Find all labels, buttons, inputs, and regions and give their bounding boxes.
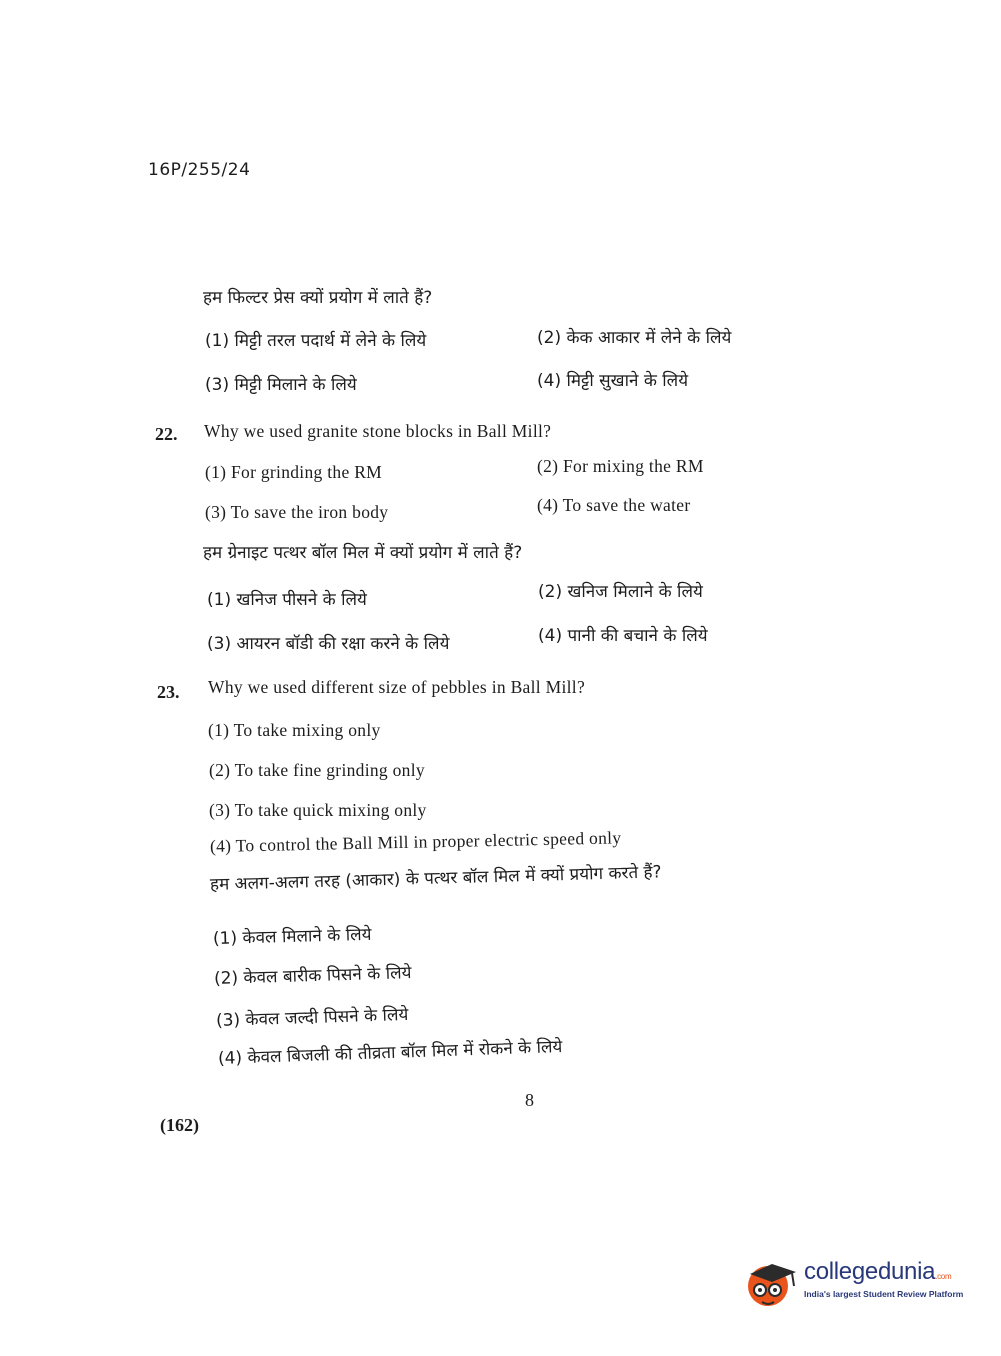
q22-hindi-option-2: (2) खनिज मिलाने के लिये <box>538 582 703 602</box>
page-number: 8 <box>525 1090 534 1110</box>
q22-hindi-option-3: (3) आयरन बॉडी की रक्षा करने के लिये <box>207 634 450 654</box>
document-code: 16P/255/24 <box>148 160 251 180</box>
q23-question: Why we used different size of pebbles in Ball Mill? <box>208 677 586 697</box>
q23-hindi-question: हम अलग-अलग तरह (आकार) के पत्थर बॉल मिल में क्यों प्रयोग करते हैं? <box>209 862 662 895</box>
q23-option-3: (3) To take quick mixing only <box>209 800 427 820</box>
q23-number: 23. <box>157 682 180 702</box>
q23-hindi-option-1: (1) केवल मिलाने के लिये <box>212 924 372 949</box>
q21-hindi-option-3: (3) मिट्टी मिलाने के लिये <box>205 375 357 395</box>
q22-question: Why we used granite stone blocks in Ball Mill? <box>204 421 552 441</box>
logo-wordmark: collegedunia <box>804 1258 936 1285</box>
q23-hindi-option-4: (4) केवल बिजली की तीव्रता बॉल मिल में रोकने के लिये <box>217 1036 563 1069</box>
logo-tagline: India's largest Student Review Platform <box>804 1289 964 1299</box>
q23-option-2: (2) To take fine grinding only <box>209 760 425 780</box>
q22-number: 22. <box>155 424 178 444</box>
q23-hindi-option-2: (2) केवल बारीक पिसने के लिये <box>213 963 412 989</box>
q23-hindi-option-3: (3) केवल जल्दी पिसने के लिये <box>215 1004 409 1031</box>
mascot-icon <box>742 1252 802 1314</box>
q22-hindi-option-4: (4) पानी की बचाने के लिये <box>538 626 708 646</box>
q22-option-2: (2) For mixing the RM <box>537 456 704 476</box>
q22-hindi-question: हम ग्रेनाइट पत्थर बॉल मिल में क्यों प्रयोग में लाते हैं? <box>203 543 523 563</box>
q21-hindi-option-1: (1) मिट्टी तरल पदार्थ में लेने के लिये <box>205 331 427 351</box>
q23-option-4: (4) To control the Ball Mill in proper electric speed only <box>209 827 622 856</box>
q21-hindi-option-2: (2) केक आकार में लेने के लिये <box>537 328 732 348</box>
q22-option-4: (4) To save the water <box>537 495 691 515</box>
collegedunia-logo <box>742 1252 972 1314</box>
logo-domain: .com <box>935 1272 952 1281</box>
paper-code: (162) <box>160 1115 199 1135</box>
q22-option-3: (3) To save the iron body <box>205 502 389 522</box>
q21-hindi-question: हम फिल्टर प्रेस क्यों प्रयोग में लाते हैं? <box>203 288 433 308</box>
q23-option-1: (1) To take mixing only <box>208 720 381 740</box>
q22-option-1: (1) For grinding the RM <box>205 462 383 482</box>
q21-hindi-option-4: (4) मिट्टी सुखाने के लिये <box>537 371 689 391</box>
q22-hindi-option-1: (1) खनिज पीसने के लिये <box>207 590 367 610</box>
